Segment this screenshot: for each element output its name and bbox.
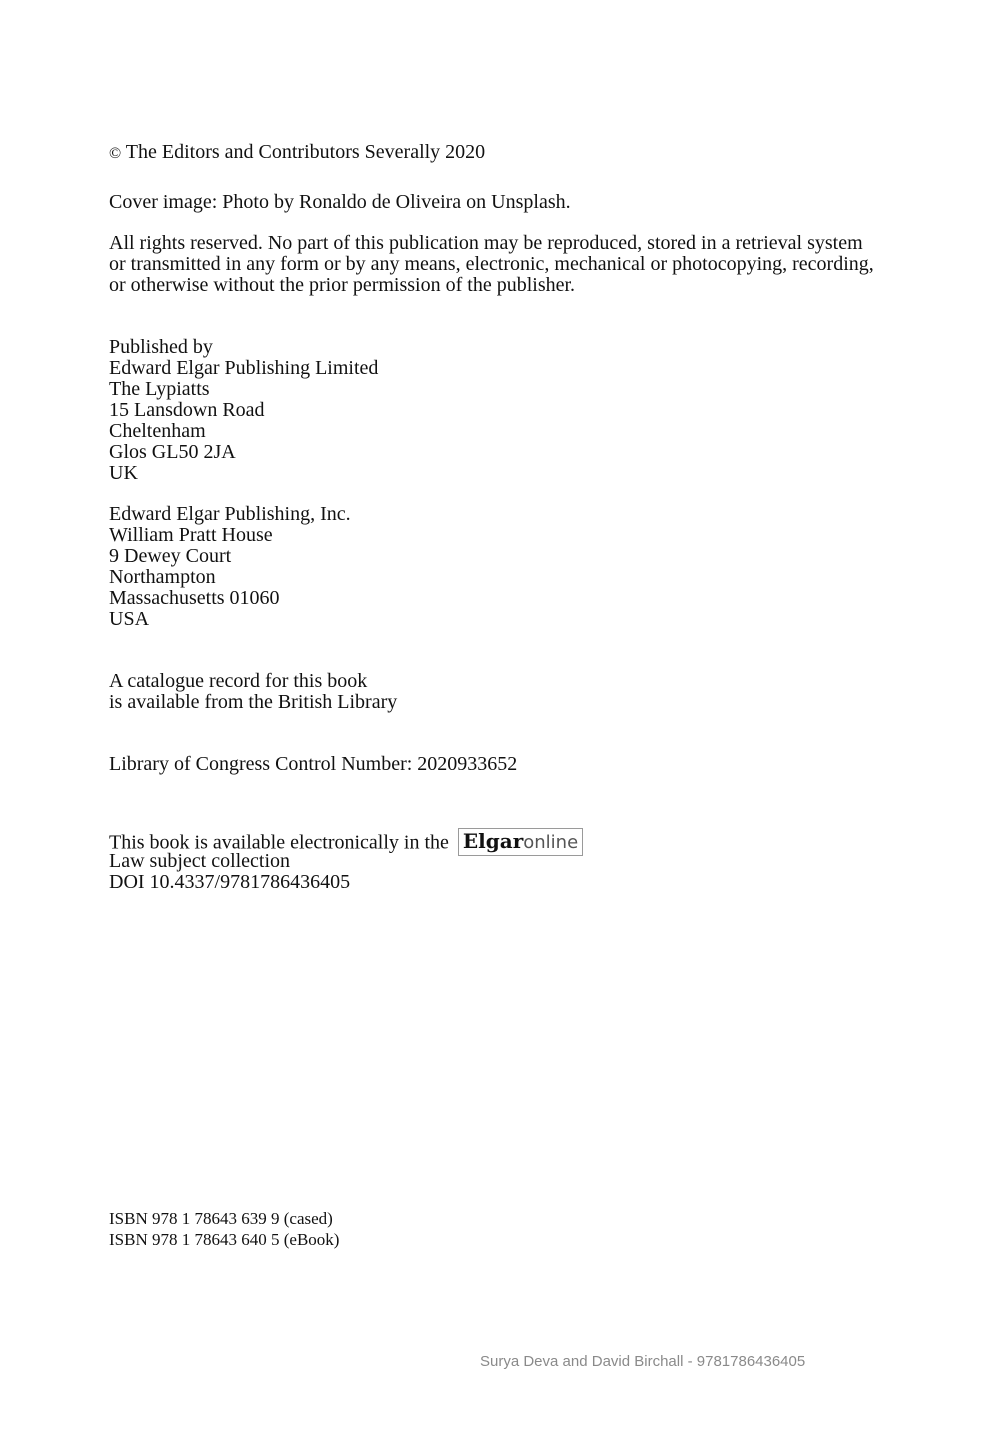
elgaronline-logo xyxy=(458,828,583,856)
elgar-logo-bold: Elgar xyxy=(462,829,524,853)
electronic-intro: This book is available electronically in the xyxy=(109,831,449,854)
address-line: Glos GL50 2JA xyxy=(109,441,236,463)
address-line: Edward Elgar Publishing, Inc. xyxy=(109,503,351,525)
catalogue-record xyxy=(109,671,397,713)
address-line: William Pratt House xyxy=(109,524,273,546)
address-line: Published by xyxy=(109,336,213,358)
address-line: Northampton xyxy=(109,566,216,588)
loc-control-number: Library of Congress Control Number: 2020933652 xyxy=(109,753,518,775)
rights-statement xyxy=(109,233,874,296)
address-line: UK xyxy=(109,462,138,484)
catalogue-line: A catalogue record for this book xyxy=(109,670,368,692)
cover-image-credit: Cover image: Photo by Ronaldo de Oliveira on Unsplash. xyxy=(109,191,571,213)
address-line: Cheltenham xyxy=(109,420,206,442)
catalogue-line: is available from the British Library xyxy=(109,691,398,713)
isbn-line: ISBN 978 1 78643 639 9 (cased) xyxy=(109,1209,333,1228)
copyright-symbol: © xyxy=(109,145,122,162)
collection-line: Law subject collection xyxy=(109,850,291,872)
rights-line: All rights reserved. No part of this publication may be reproduced, stored in a retrieval system xyxy=(109,232,863,254)
address-line: The Lypiatts xyxy=(109,378,210,400)
address-line: 9 Dewey Court xyxy=(109,545,232,567)
isbn-list xyxy=(109,1208,339,1250)
address-line: Massachusetts 01060 xyxy=(109,587,280,609)
isbn-line: ISBN 978 1 78643 640 5 (eBook) xyxy=(109,1230,340,1249)
electronic-availability xyxy=(109,830,583,893)
publisher-us-address xyxy=(109,504,351,630)
electronic-intro-line xyxy=(109,829,583,854)
page-footer: Surya Deva and David Birchall - 9781786436405 xyxy=(480,1353,806,1370)
address-line: USA xyxy=(109,608,150,630)
doi-line: DOI 10.4337/9781786436405 xyxy=(109,871,351,893)
rights-line: or transmitted in any form or by any means, electronic, mechanical or photocopying, recording, xyxy=(109,253,874,275)
rights-line: or otherwise without the prior permission of the publisher. xyxy=(109,274,576,296)
copyright-text: The Editors and Contributors Severally 2020 xyxy=(121,141,486,163)
address-line: Edward Elgar Publishing Limited xyxy=(109,357,379,379)
address-line: 15 Lansdown Road xyxy=(109,399,265,421)
copyright-notice xyxy=(109,142,485,164)
elgar-logo-light: online xyxy=(523,832,579,853)
publisher-uk-address xyxy=(109,337,378,484)
